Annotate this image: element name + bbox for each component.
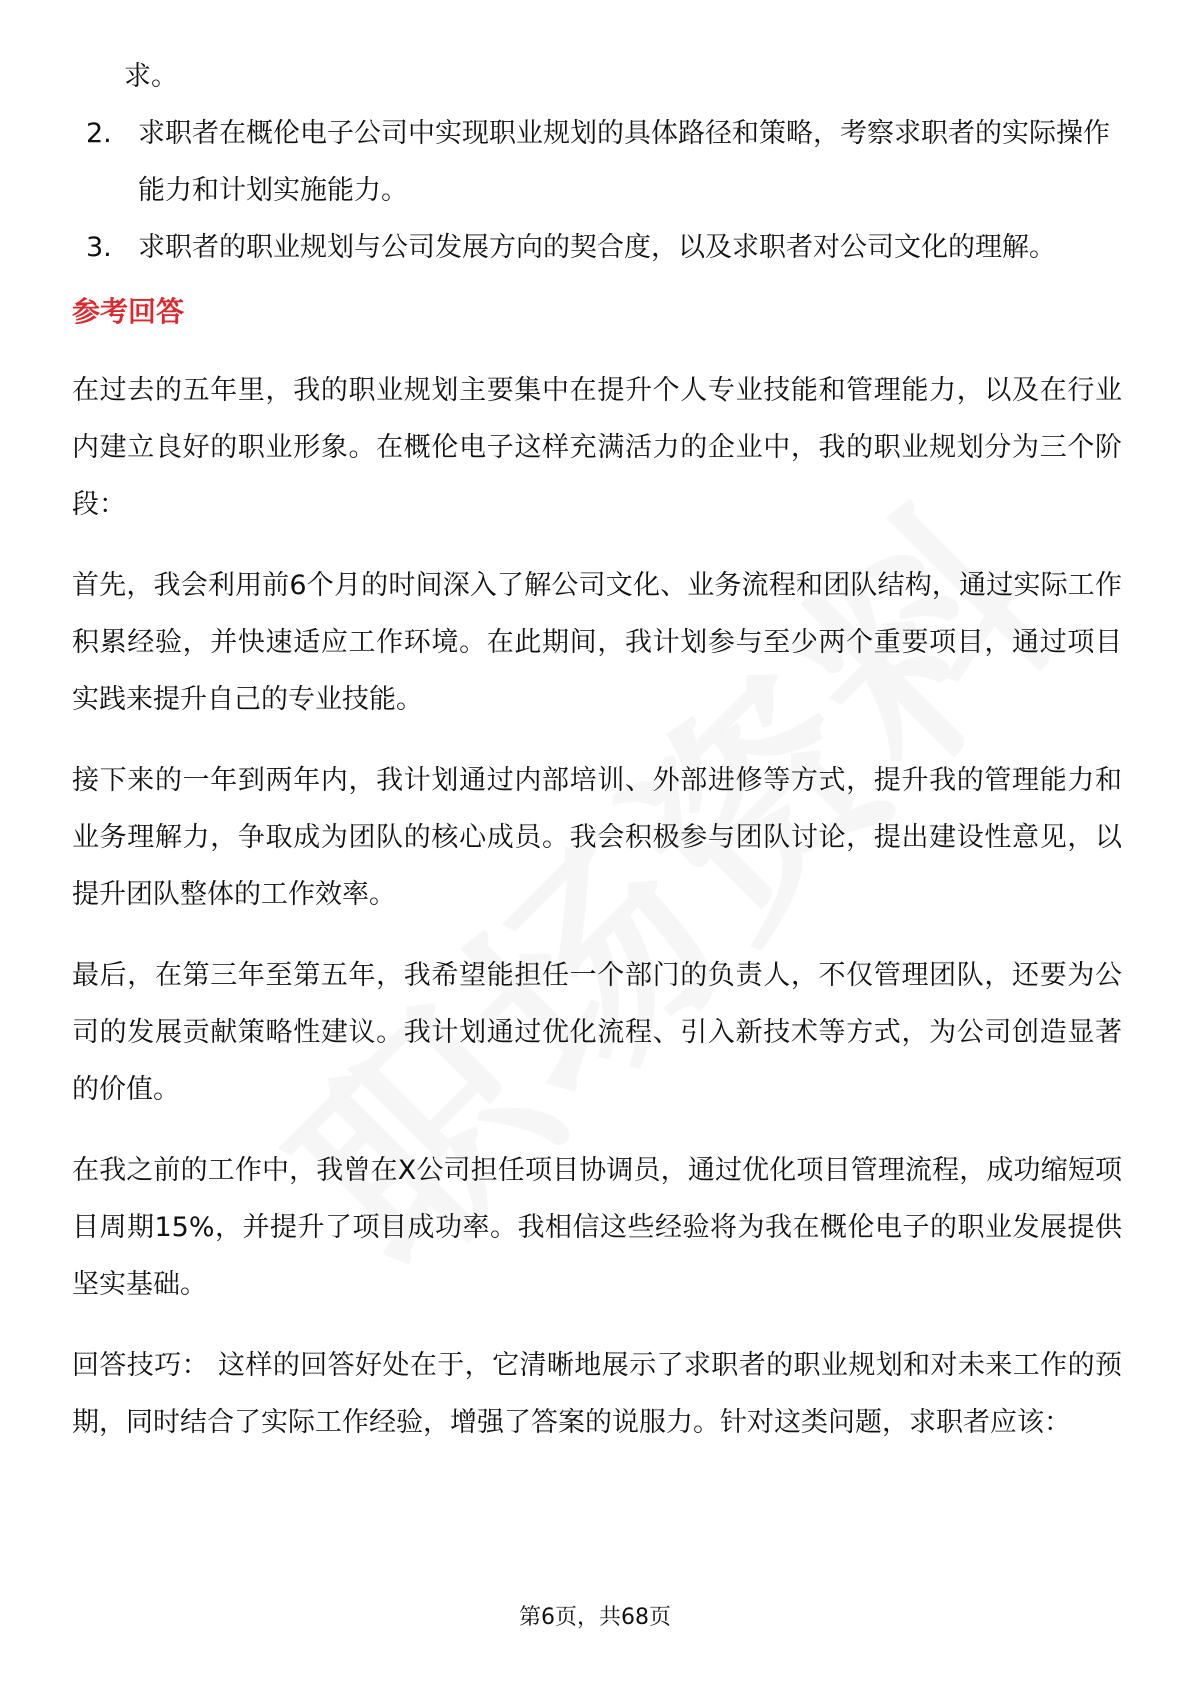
answer-paragraph: 接下来的一年到两年内，我计划通过内部培训、外部进修等方式，提升我的管理能力和业务理解力，争取成为团队的核心成员。我会积极参与团队讨论，提出建设性意见，以提升团队整体的工作效率。 xyxy=(72,765,1122,910)
list-item-text: 求职者在概伦电子公司中实现职业规划的具体路径和策略，考察求职者的实际操作能力和计划实施能力。 xyxy=(138,118,1110,206)
list-item-number: 3. xyxy=(86,232,112,263)
list-item xyxy=(72,219,1122,276)
answer-paragraph: 在我之前的工作中，我曾在X公司担任项目协调员，通过优化项目管理流程，成功缩短项目周期15%，并提升了项目成功率。我相信这些经验将为我在概伦电子的职业发展提供坚实基础。 xyxy=(72,1155,1122,1300)
answer-paragraph: 在过去的五年里，我的职业规划主要集中在提升个人专业技能和管理能力，以及在行业内建立良好的职业形象。在概伦电子这样充满活力的企业中，我的职业规划分为三个阶段： xyxy=(72,375,1122,520)
answer-paragraph: 最后，在第三年至第五年，我希望能担任一个部门的负责人，不仅管理团队，还要为公司的发展贡献策略性建议。我计划通过优化流程、引入新技术等方式，为公司创造显著的价值。 xyxy=(72,960,1122,1105)
answer-tips-paragraph: 回答技巧： 这样的回答好处在于，它清晰地展示了求职者的职业规划和对未来工作的预期，同时结合了实际工作经验，增强了答案的说服力。针对这类问题，求职者应该： xyxy=(72,1350,1122,1438)
list-item-text: 求职者的职业规划与公司发展方向的契合度，以及求职者对公司文化的理解。 xyxy=(138,232,1056,263)
answer-paragraph: 首先，我会利用前6个月的时间深入了解公司文化、业务流程和团队结构，通过实际工作积累经验，并快速适应工作环境。在此期间，我计划参与至少两个重要项目，通过项目实践来提升自己的专业技能。 xyxy=(72,570,1122,715)
page-number: 第6页，共68页 xyxy=(519,1605,671,1630)
list-item-number: 2. xyxy=(86,118,112,149)
list-item-continuation: 求。 xyxy=(124,61,178,92)
page-content xyxy=(72,48,1122,1475)
list-item xyxy=(72,105,1122,219)
section-title: 参考回答 xyxy=(72,295,185,328)
